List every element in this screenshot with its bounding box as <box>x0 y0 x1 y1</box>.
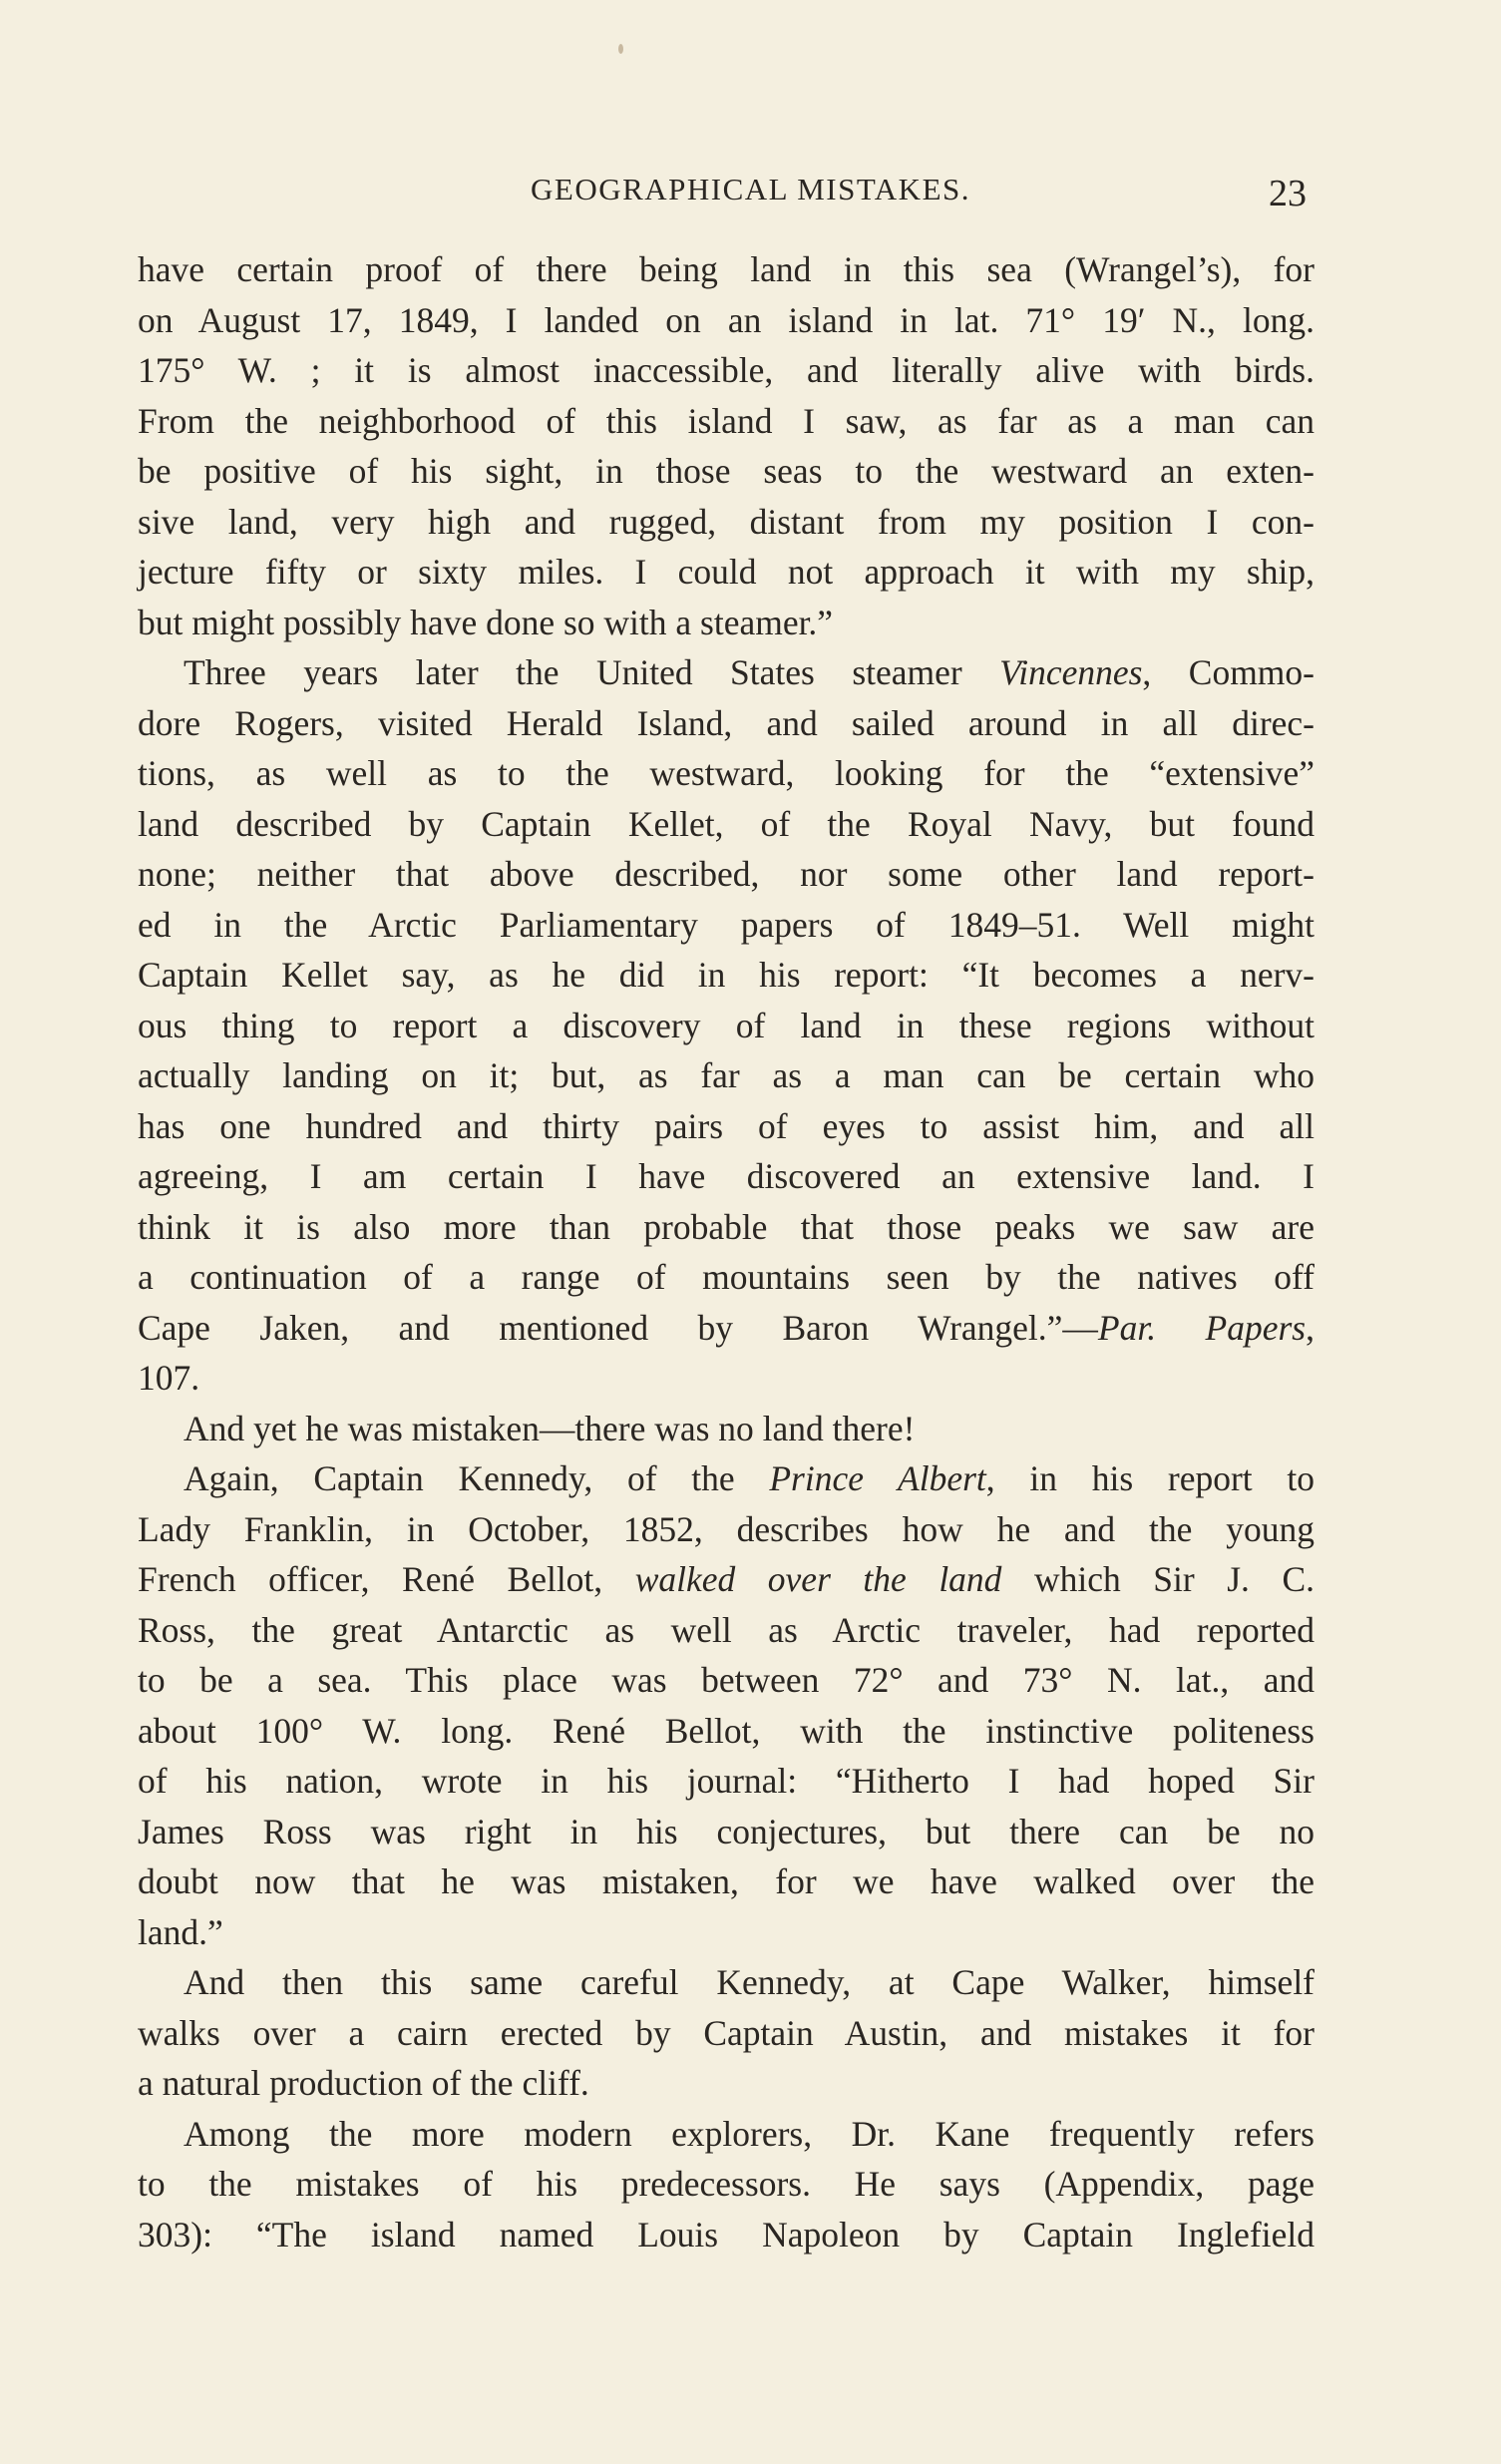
text-line: actually landing on it; but, as far as a man can be certain who <box>138 1055 1314 1095</box>
text-line: Again, Captain Kennedy, of the Prince Albert, in his report to <box>184 1458 1314 1498</box>
text-line: to be a sea. This place was between 72° and 73° N. lat., and <box>138 1660 1314 1700</box>
text-line: Ross, the great Antarctic as well as Arctic traveler, had reported <box>138 1609 1314 1650</box>
text-line: of his nation, wrote in his journal: “Hitherto I had hoped Sir <box>138 1761 1314 1801</box>
text-line: dore Rogers, visited Herald Island, and sailed around in all direc- <box>138 702 1314 743</box>
text-line: but might possibly have done so with a steamer.” <box>138 602 834 642</box>
running-title: GEOGRAPHICAL MISTAKES. <box>531 172 970 206</box>
text-line: have certain proof of there being land in this sea (Wrangel’s), for <box>138 249 1314 289</box>
text-line: tions, as well as to the westward, looking for the “extensive” <box>138 753 1314 793</box>
text-line: think it is also more than probable that those peaks we saw are <box>138 1206 1314 1247</box>
text-line: 303): “The island named Louis Napoleon by Captain Inglefield <box>138 2214 1314 2255</box>
text-line: Cape Jaken, and mentioned by Baron Wrangel.”—Par. Papers, <box>138 1307 1314 1348</box>
text-line: to the mistakes of his predecessors. He says (Appendix, page <box>138 2164 1314 2204</box>
text-line: walks over a cairn erected by Captain Austin, and mistakes it for <box>138 2012 1314 2053</box>
body-text <box>138 244 1314 2259</box>
text-line: land described by Captain Kellet, of the Royal Navy, but found <box>138 803 1314 844</box>
text-line: Lady Franklin, in October, 1852, describes how he and the young <box>138 1508 1314 1549</box>
text-line: 175° W. ; it is almost inaccessible, and literally alive with birds. <box>138 350 1314 390</box>
paper-speck <box>618 44 623 54</box>
text-line: agreeing, I am certain I have discovered an extensive land. I <box>138 1156 1314 1196</box>
page-number: 23 <box>1269 173 1307 214</box>
text-line: a natural production of the cliff. <box>138 2063 589 2103</box>
text-line: be positive of his sight, in those seas to the westward an exten- <box>138 451 1314 491</box>
citation: Par. Papers <box>1097 1307 1307 1348</box>
ship-name: Prince Albert <box>769 1458 986 1498</box>
text-line: land.” <box>138 1911 223 1952</box>
text-line: sive land, very high and rugged, distant from my position I con- <box>138 501 1314 542</box>
text-line: French officer, René Bellot, walked over the land which Sir J. C. <box>138 1559 1314 1599</box>
text-line: Among the more modern explorers, Dr. Kane frequently refers <box>184 2113 1314 2154</box>
text-line: none; neither that above described, nor some other land report- <box>138 854 1314 894</box>
text-line: on August 17, 1849, I landed on an island in lat. 71° 19′ N., long. <box>138 299 1314 340</box>
text-line: James Ross was right in his conjectures, but there can be no <box>138 1811 1314 1851</box>
text-line: about 100° W. long. René Bellot, with the instinctive politeness <box>138 1710 1314 1751</box>
ship-name: Vincennes <box>999 652 1143 692</box>
text-line: doubt now that he was mistaken, for we have walked over the <box>138 1861 1314 1901</box>
text-line: ed in the Arctic Parliamentary papers of 1849–51. Well might <box>138 904 1314 945</box>
text-line: And yet he was mistaken—there was no land there! <box>184 1408 916 1448</box>
text-line: From the neighborhood of this island I saw, as far as a man can <box>138 400 1314 441</box>
text-line: And then this same careful Kennedy, at Cape Walker, himself <box>184 1962 1314 2002</box>
text-line: Three years later the United States steamer Vincennes, Commo- <box>184 652 1314 692</box>
text-line: ous thing to report a discovery of land in these regions without <box>138 1005 1314 1045</box>
text-line: Captain Kellet say, as he did in his report: “It becomes a nerv- <box>138 955 1314 995</box>
text-line: 107. <box>138 1358 200 1398</box>
emphasis: walked over the land <box>634 1559 1002 1599</box>
text-line: has one hundred and thirty pairs of eyes to assist him, and all <box>138 1105 1314 1146</box>
text-line: a continuation of a range of mountains seen by the natives off <box>138 1257 1314 1297</box>
text-line: jecture fifty or sixty miles. I could not approach it with my ship, <box>138 552 1314 592</box>
